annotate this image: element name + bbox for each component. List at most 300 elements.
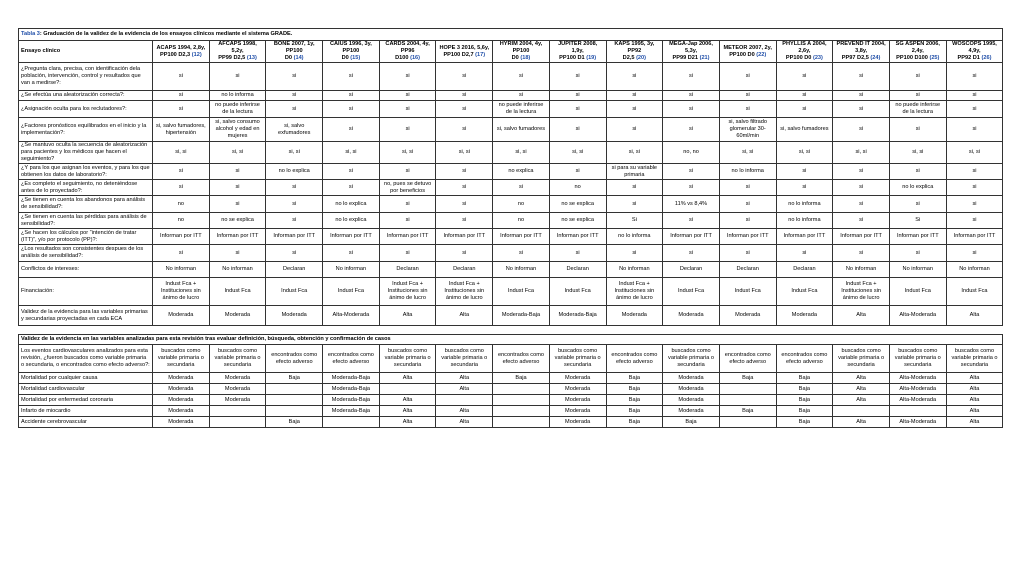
row-value-cell: si xyxy=(946,245,1003,262)
trial-reference: (19) xyxy=(586,54,597,61)
row-value-cell: Alta xyxy=(946,395,1003,406)
row-question: ¿Los resultados son consistentes despues de los análisis de sensibilidad?: xyxy=(19,245,153,262)
row-value-cell: no xyxy=(493,196,550,213)
row-value-cell: si xyxy=(493,245,550,262)
trial-name: CAIUS 1996, 3y, PP100 xyxy=(329,41,372,54)
row-value-cell: no lo informa xyxy=(776,213,833,229)
row-value-cell: Baja xyxy=(776,395,833,406)
row-value-cell: si xyxy=(153,245,210,262)
row-value-cell xyxy=(833,406,890,417)
row-value-cell xyxy=(323,417,380,428)
row-value-cell: no lo informa xyxy=(606,229,663,245)
trial-reference: (14) xyxy=(293,54,304,61)
row-value-cell: si xyxy=(833,91,890,101)
row-value-cell: Informan por ITT xyxy=(266,229,323,245)
row-value-cell: si xyxy=(776,180,833,196)
row-question: Mortalidad por enfermedad coronaria xyxy=(19,395,153,406)
row-question: Conflictos de intereses: xyxy=(19,262,153,278)
row-value-cell: Moderada xyxy=(549,395,606,406)
row-value-cell: Baja xyxy=(606,384,663,395)
row-value-cell: Alta xyxy=(946,384,1003,395)
row-value-cell: Baja xyxy=(493,373,550,384)
row-value-cell: Moderada xyxy=(209,306,266,326)
row-value-cell: si para su variable primaria xyxy=(606,164,663,180)
trial-name: SG ASPEN 2006, 2,4y, xyxy=(895,41,940,54)
header-trial-cell xyxy=(606,41,663,63)
row-value-cell: si xyxy=(663,118,720,142)
trial-reference: (17) xyxy=(475,51,486,58)
row-value-cell: Indust Fca xyxy=(323,278,380,306)
row-value-cell: Informan por ITT xyxy=(833,229,890,245)
table-row xyxy=(19,101,1003,118)
row-value-cell: encontrados como efecto adverso xyxy=(323,345,380,373)
row-question: Validez de la evidencia para las variables primarias y secundarias proyectadas en cada ECA xyxy=(19,306,153,326)
row-value-cell: si, si xyxy=(549,142,606,164)
header-trial-cell xyxy=(833,41,890,63)
row-value-cell: no, no xyxy=(663,142,720,164)
section-spacer xyxy=(19,326,1003,335)
row-value-cell: encontrados como efecto adverso xyxy=(493,345,550,373)
row-value-cell: Moderada xyxy=(776,306,833,326)
row-value-cell xyxy=(266,384,323,395)
trial-design: PP100 D2,3 xyxy=(160,51,191,58)
row-value-cell: buscados como variable primaria o secundaria xyxy=(209,345,266,373)
row-value-cell: No informan xyxy=(833,262,890,278)
row-value-cell: si xyxy=(946,101,1003,118)
row-value-cell: si xyxy=(833,164,890,180)
row-value-cell: Informan por ITT xyxy=(719,229,776,245)
row-question: ¿Es completo el seguimiento, no deteniéndose antes de lo proyectado?: xyxy=(19,180,153,196)
row-value-cell: Moderada xyxy=(153,395,210,406)
row-value-cell: si xyxy=(606,196,663,213)
row-value-cell: Moderada xyxy=(606,306,663,326)
row-value-cell: si xyxy=(379,196,436,213)
trial-name: MEGA-Jap 2006, 5,3y, xyxy=(669,41,713,54)
row-value-cell: si xyxy=(153,180,210,196)
row-value-cell: No informan xyxy=(493,262,550,278)
row-value-cell: encontrados como efecto adverso xyxy=(606,345,663,373)
row-value-cell: Declaran xyxy=(266,262,323,278)
row-value-cell: Informan por ITT xyxy=(153,229,210,245)
table-row xyxy=(19,180,1003,196)
row-value-cell: Si xyxy=(889,213,946,229)
row-value-cell: si xyxy=(889,118,946,142)
row-value-cell: Alta xyxy=(379,395,436,406)
row-value-cell: Alta xyxy=(946,306,1003,326)
row-value-cell: no puede inferirse de la lectura xyxy=(209,101,266,118)
row-value-cell: si xyxy=(379,213,436,229)
row-value-cell: Informan por ITT xyxy=(776,229,833,245)
trial-name: JUPITER 2008, 1,9y, xyxy=(558,41,598,54)
row-value-cell: si xyxy=(776,164,833,180)
table-row xyxy=(19,278,1003,306)
row-value-cell: Alta xyxy=(436,384,493,395)
row-value-cell: no se explica xyxy=(209,213,266,229)
row-value-cell xyxy=(719,384,776,395)
header-trial-cell xyxy=(889,41,946,63)
trial-name: HOPE 3 2016, 5,6y, xyxy=(439,44,490,51)
row-value-cell: Alta-Moderada xyxy=(889,395,946,406)
row-value-cell: Baja xyxy=(606,417,663,428)
row-question: ¿Se efectúa una aleatorización correcta?: xyxy=(19,91,153,101)
row-value-cell: Indust Fca + Instituciones sin ánimo de lucro xyxy=(606,278,663,306)
row-question: Mortalidad cardiovascular xyxy=(19,384,153,395)
row-value-cell: Baja xyxy=(776,406,833,417)
table-row xyxy=(19,229,1003,245)
row-value-cell: si xyxy=(889,196,946,213)
row-value-cell: Moderada xyxy=(266,306,323,326)
row-value-cell: si xyxy=(719,180,776,196)
row-value-cell: si xyxy=(833,118,890,142)
table-row xyxy=(19,164,1003,180)
row-value-cell: si xyxy=(379,91,436,101)
header-trial-cell xyxy=(663,41,720,63)
trial-design: PP100 D100 xyxy=(896,54,928,61)
row-value-cell: si, salvo fumadores, hipertensión xyxy=(153,118,210,142)
trial-design: D0 xyxy=(511,54,519,61)
row-value-cell xyxy=(719,395,776,406)
trial-design: D100 xyxy=(395,54,409,61)
row-value-cell: Moderada-Baja xyxy=(549,306,606,326)
row-value-cell: Moderada xyxy=(549,384,606,395)
row-value-cell: Baja xyxy=(663,417,720,428)
row-value-cell: si xyxy=(946,213,1003,229)
row-value-cell: si xyxy=(549,101,606,118)
row-value-cell: Informan por ITT xyxy=(549,229,606,245)
row-value-cell: si xyxy=(436,164,493,180)
row-value-cell: Informan por ITT xyxy=(889,229,946,245)
row-value-cell: buscados como variable primaria o secundaria xyxy=(889,345,946,373)
row-value-cell: si xyxy=(663,164,720,180)
row-value-cell: Moderada-Baja xyxy=(493,306,550,326)
row-value-cell: si, si xyxy=(266,142,323,164)
trial-reference: (22) xyxy=(756,51,767,58)
header-trial-cell xyxy=(323,41,380,63)
row-value-cell: no lo informa xyxy=(719,164,776,180)
row-value-cell: Indust Fca + Instituciones sin ánimo de lucro xyxy=(379,278,436,306)
row-value-cell: si xyxy=(379,164,436,180)
row-value-cell: si xyxy=(549,91,606,101)
row-value-cell: buscados como variable primaria o secundaria xyxy=(833,345,890,373)
row-value-cell: Alta-Moderada xyxy=(889,373,946,384)
row-value-cell: si xyxy=(719,245,776,262)
row-value-cell: si xyxy=(153,101,210,118)
trial-name: PREVEND IT 2004, 3,8y, xyxy=(836,41,886,54)
row-question: ¿Se hacen los cálculos por “intención de tratar (ITT)”, y/o por protocolo (PP)?: xyxy=(19,229,153,245)
row-value-cell: Si xyxy=(606,213,663,229)
row-value-cell: Informan por ITT xyxy=(946,229,1003,245)
row-value-cell: Indust Fca xyxy=(549,278,606,306)
trial-reference: (13) xyxy=(246,54,257,61)
row-value-cell xyxy=(209,406,266,417)
row-value-cell: no lo informa xyxy=(776,196,833,213)
row-value-cell: Indust Fca + Instituciones sin ánimo de lucro xyxy=(153,278,210,306)
row-value-cell: Alta xyxy=(833,384,890,395)
row-value-cell: si xyxy=(606,245,663,262)
row-value-cell: buscados como variable primaria o secundaria xyxy=(436,345,493,373)
table-title xyxy=(19,29,1003,41)
header-trial-cell xyxy=(379,41,436,63)
row-value-cell: Baja xyxy=(606,406,663,417)
row-value-cell xyxy=(209,417,266,428)
trial-name: ACAPS 1994, 2,8y, xyxy=(156,44,206,51)
row-value-cell: No informan xyxy=(889,262,946,278)
trial-reference: (25) xyxy=(929,54,940,61)
trial-reference: (18) xyxy=(520,54,531,61)
trial-reference: (21) xyxy=(699,54,710,61)
row-value-cell: no puede inferirse de la lectura xyxy=(889,101,946,118)
row-value-cell: si xyxy=(266,245,323,262)
trial-name: AFCAPS 1998, 5,2y, xyxy=(218,41,257,54)
row-value-cell: si xyxy=(833,196,890,213)
row-value-cell: si, si xyxy=(493,142,550,164)
trial-reference: (23) xyxy=(812,54,823,61)
row-value-cell: Declaran xyxy=(663,262,720,278)
row-value-cell: encontrados como efecto adverso xyxy=(719,345,776,373)
row-value-cell xyxy=(493,406,550,417)
row-value-cell: si xyxy=(833,101,890,118)
row-question: Infarto de miocardio xyxy=(19,406,153,417)
row-value-cell: Baja xyxy=(776,384,833,395)
row-value-cell: Alta xyxy=(946,417,1003,428)
row-value-cell: Alta xyxy=(946,373,1003,384)
row-value-cell: si xyxy=(266,91,323,101)
table-row xyxy=(19,63,1003,91)
row-value-cell: si xyxy=(493,180,550,196)
section2-title-row xyxy=(19,335,1003,345)
row-value-cell: si, salvo filtrado glomerular 30-60ml/min xyxy=(719,118,776,142)
row-value-cell: Alta xyxy=(833,417,890,428)
row-value-cell: Moderada xyxy=(153,406,210,417)
row-value-cell: Moderada xyxy=(153,417,210,428)
row-value-cell: si xyxy=(323,164,380,180)
row-value-cell: si xyxy=(153,164,210,180)
row-question: ¿Pregunta clara, precisa, con identificación dela población, intervención, control y resultados que van a medirse?: xyxy=(19,63,153,91)
row-value-cell: No informan xyxy=(153,262,210,278)
row-value-cell: si xyxy=(776,91,833,101)
row-value-cell: Moderada xyxy=(153,373,210,384)
row-value-cell: Baja xyxy=(719,373,776,384)
row-value-cell: si, si xyxy=(379,142,436,164)
header-trial-cell xyxy=(776,41,833,63)
row-value-cell: si xyxy=(606,63,663,91)
table-row xyxy=(19,91,1003,101)
row-value-cell: no xyxy=(153,196,210,213)
row-value-cell: si xyxy=(889,91,946,101)
trial-reference: (12) xyxy=(191,51,202,58)
row-value-cell: Alta xyxy=(436,406,493,417)
row-value-cell: si xyxy=(833,180,890,196)
row-value-cell: si xyxy=(209,63,266,91)
row-value-cell: Alta xyxy=(833,373,890,384)
row-value-cell: si xyxy=(833,63,890,91)
row-value-cell: no xyxy=(549,180,606,196)
header-trial-cell xyxy=(266,41,323,63)
row-value-cell: Moderada xyxy=(209,373,266,384)
row-value-cell: si xyxy=(153,91,210,101)
row-value-cell: Alta xyxy=(436,373,493,384)
row-value-cell: si xyxy=(606,118,663,142)
row-value-cell: Alta xyxy=(379,373,436,384)
row-value-cell: si xyxy=(436,101,493,118)
row-value-cell: si xyxy=(323,101,380,118)
trial-design: PP92 D1 xyxy=(957,54,980,61)
row-value-cell: Informan por ITT xyxy=(436,229,493,245)
row-value-cell: Indust Fca xyxy=(266,278,323,306)
row-value-cell: si, si xyxy=(719,142,776,164)
trial-name: HYRIM 2004, 4y, PP100 xyxy=(499,41,543,54)
row-value-cell: No informan xyxy=(606,262,663,278)
row-value-cell xyxy=(493,384,550,395)
header-row xyxy=(19,41,1003,63)
row-value-cell: si xyxy=(549,118,606,142)
row-value-cell: si xyxy=(323,245,380,262)
row-value-cell xyxy=(266,406,323,417)
row-value-cell: Alta-Moderada xyxy=(889,417,946,428)
row-question: Mortalidad por cualquier causa xyxy=(19,373,153,384)
row-value-cell: si xyxy=(946,118,1003,142)
row-value-cell: no se explica xyxy=(549,213,606,229)
row-value-cell: Informan por ITT xyxy=(209,229,266,245)
row-value-cell: no lo informa xyxy=(209,91,266,101)
row-value-cell: si xyxy=(946,164,1003,180)
trial-name: BONE 2007, 1y, PP100 xyxy=(273,41,315,54)
row-value-cell: si xyxy=(889,245,946,262)
row-value-cell: Moderada xyxy=(153,384,210,395)
row-value-cell: Alta-Moderada xyxy=(889,306,946,326)
row-value-cell: Alta xyxy=(379,406,436,417)
row-value-cell: si xyxy=(606,91,663,101)
row-value-cell: Moderada xyxy=(663,306,720,326)
row-question: ¿Se mantuvo oculta la secuencia de aleatorización para pacientes y los médicos que hacen el seguimiento? xyxy=(19,142,153,164)
row-value-cell: Alta xyxy=(833,395,890,406)
row-value-cell xyxy=(493,395,550,406)
trial-name: METEOR 2007, 2y, xyxy=(723,44,772,51)
row-value-cell: No informan xyxy=(209,262,266,278)
row-value-cell: si xyxy=(436,91,493,101)
row-value-cell: si xyxy=(379,101,436,118)
row-value-cell: si xyxy=(776,63,833,91)
row-value-cell: Baja xyxy=(266,417,323,428)
trial-reference: (20) xyxy=(636,54,647,61)
trial-name: PHYLLIS A 2004, 2,6y, xyxy=(782,41,827,54)
row-value-cell xyxy=(493,417,550,428)
row-value-cell: Indust Fca xyxy=(663,278,720,306)
row-value-cell: si xyxy=(549,245,606,262)
row-value-cell: si xyxy=(379,118,436,142)
trial-design: PP100 D0 xyxy=(785,54,812,61)
row-value-cell: si xyxy=(946,180,1003,196)
row-value-cell: si xyxy=(436,118,493,142)
trial-name: KAPS 1995, 3y, PP92 xyxy=(614,41,655,54)
grade-table-sheet xyxy=(18,28,1003,428)
trial-reference: (26) xyxy=(981,54,992,61)
trial-reference: (24) xyxy=(870,54,881,61)
row-value-cell: Indust Fca xyxy=(946,278,1003,306)
row-value-cell: si xyxy=(663,213,720,229)
table-row xyxy=(19,245,1003,262)
row-value-cell: si xyxy=(663,101,720,118)
row-value-cell: si xyxy=(436,245,493,262)
row-value-cell: si, si xyxy=(209,142,266,164)
row-value-cell: Moderada xyxy=(549,417,606,428)
row-value-cell: si xyxy=(776,101,833,118)
row-value-cell: encontrados como efecto adverso xyxy=(776,345,833,373)
row-question: Accidente cerebrovascular xyxy=(19,417,153,428)
row-value-cell: si, si xyxy=(606,142,663,164)
row-value-cell: si, salvo consumo alcohol y edad en mujeres xyxy=(209,118,266,142)
row-value-cell: si xyxy=(493,63,550,91)
row-value-cell: si xyxy=(776,245,833,262)
row-value-cell: si xyxy=(436,180,493,196)
row-value-cell: si, si xyxy=(776,142,833,164)
row-value-cell: si xyxy=(889,164,946,180)
row-value-cell: no lo explica xyxy=(323,196,380,213)
row-value-cell: No informan xyxy=(323,262,380,278)
row-value-cell: si, si xyxy=(323,142,380,164)
header-trial-cell xyxy=(436,41,493,63)
row-value-cell: Indust Fca + Instituciones sin ánimo de lucro xyxy=(833,278,890,306)
row-value-cell: Alta xyxy=(436,306,493,326)
row-value-cell: no explica xyxy=(493,164,550,180)
row-question: ¿Se tienen en cuenta los abandonos para análisis de sensibilidad?: xyxy=(19,196,153,213)
row-value-cell: si xyxy=(266,180,323,196)
trial-reference: (16) xyxy=(410,54,421,61)
row-value-cell: Moderada xyxy=(663,395,720,406)
row-value-cell: si xyxy=(833,213,890,229)
trial-name: CARDS 2004, 4y, PP96 xyxy=(385,41,430,54)
row-value-cell: Indust Fca xyxy=(776,278,833,306)
row-value-cell: si xyxy=(606,101,663,118)
row-value-cell: no lo explica xyxy=(266,164,323,180)
header-trial-cell xyxy=(153,41,210,63)
row-value-cell: Declaran xyxy=(719,262,776,278)
row-value-cell: si, si xyxy=(153,142,210,164)
row-value-cell: Informan por ITT xyxy=(493,229,550,245)
row-value-cell: Informan por ITT xyxy=(323,229,380,245)
row-value-cell: Alta-Moderada xyxy=(889,384,946,395)
table-number: Tabla 3 xyxy=(21,31,40,37)
row-value-cell: Baja xyxy=(266,373,323,384)
row-value-cell: si xyxy=(663,180,720,196)
row-value-cell: Baja xyxy=(606,395,663,406)
row-value-cell: si xyxy=(323,63,380,91)
table-row xyxy=(19,384,1003,395)
row-value-cell: si xyxy=(209,180,266,196)
row-value-cell: no puede inferirse de la lectura xyxy=(493,101,550,118)
row-value-cell: si, salvo fumadores xyxy=(776,118,833,142)
row-value-cell: Moderada xyxy=(153,306,210,326)
trial-design: PP100 D2,7 xyxy=(443,51,474,58)
table-row xyxy=(19,142,1003,164)
row-value-cell xyxy=(379,384,436,395)
row-value-cell: si, salvo exfumadores xyxy=(266,118,323,142)
row-value-cell: si xyxy=(719,63,776,91)
table-row xyxy=(19,306,1003,326)
trial-design: PP97 D2,5 xyxy=(841,54,869,61)
table-caption: : Graduación de la validez de la evidencia de los ensayos clínicos mediante el sistema GRADE. xyxy=(39,31,293,37)
row-value-cell: no, pues se detuvo por beneficios xyxy=(379,180,436,196)
row-value-cell: buscados como variable primaria o secundaria xyxy=(663,345,720,373)
row-value-cell: Indust Fca xyxy=(719,278,776,306)
row-value-cell: si xyxy=(266,213,323,229)
table-row xyxy=(19,262,1003,278)
row-value-cell: si, si xyxy=(833,142,890,164)
trial-name: WOSCOPS 1995, 4,9y, xyxy=(952,41,997,54)
row-value-cell: Indust Fca xyxy=(493,278,550,306)
row-value-cell: no se explica xyxy=(549,196,606,213)
row-value-cell: si xyxy=(266,101,323,118)
